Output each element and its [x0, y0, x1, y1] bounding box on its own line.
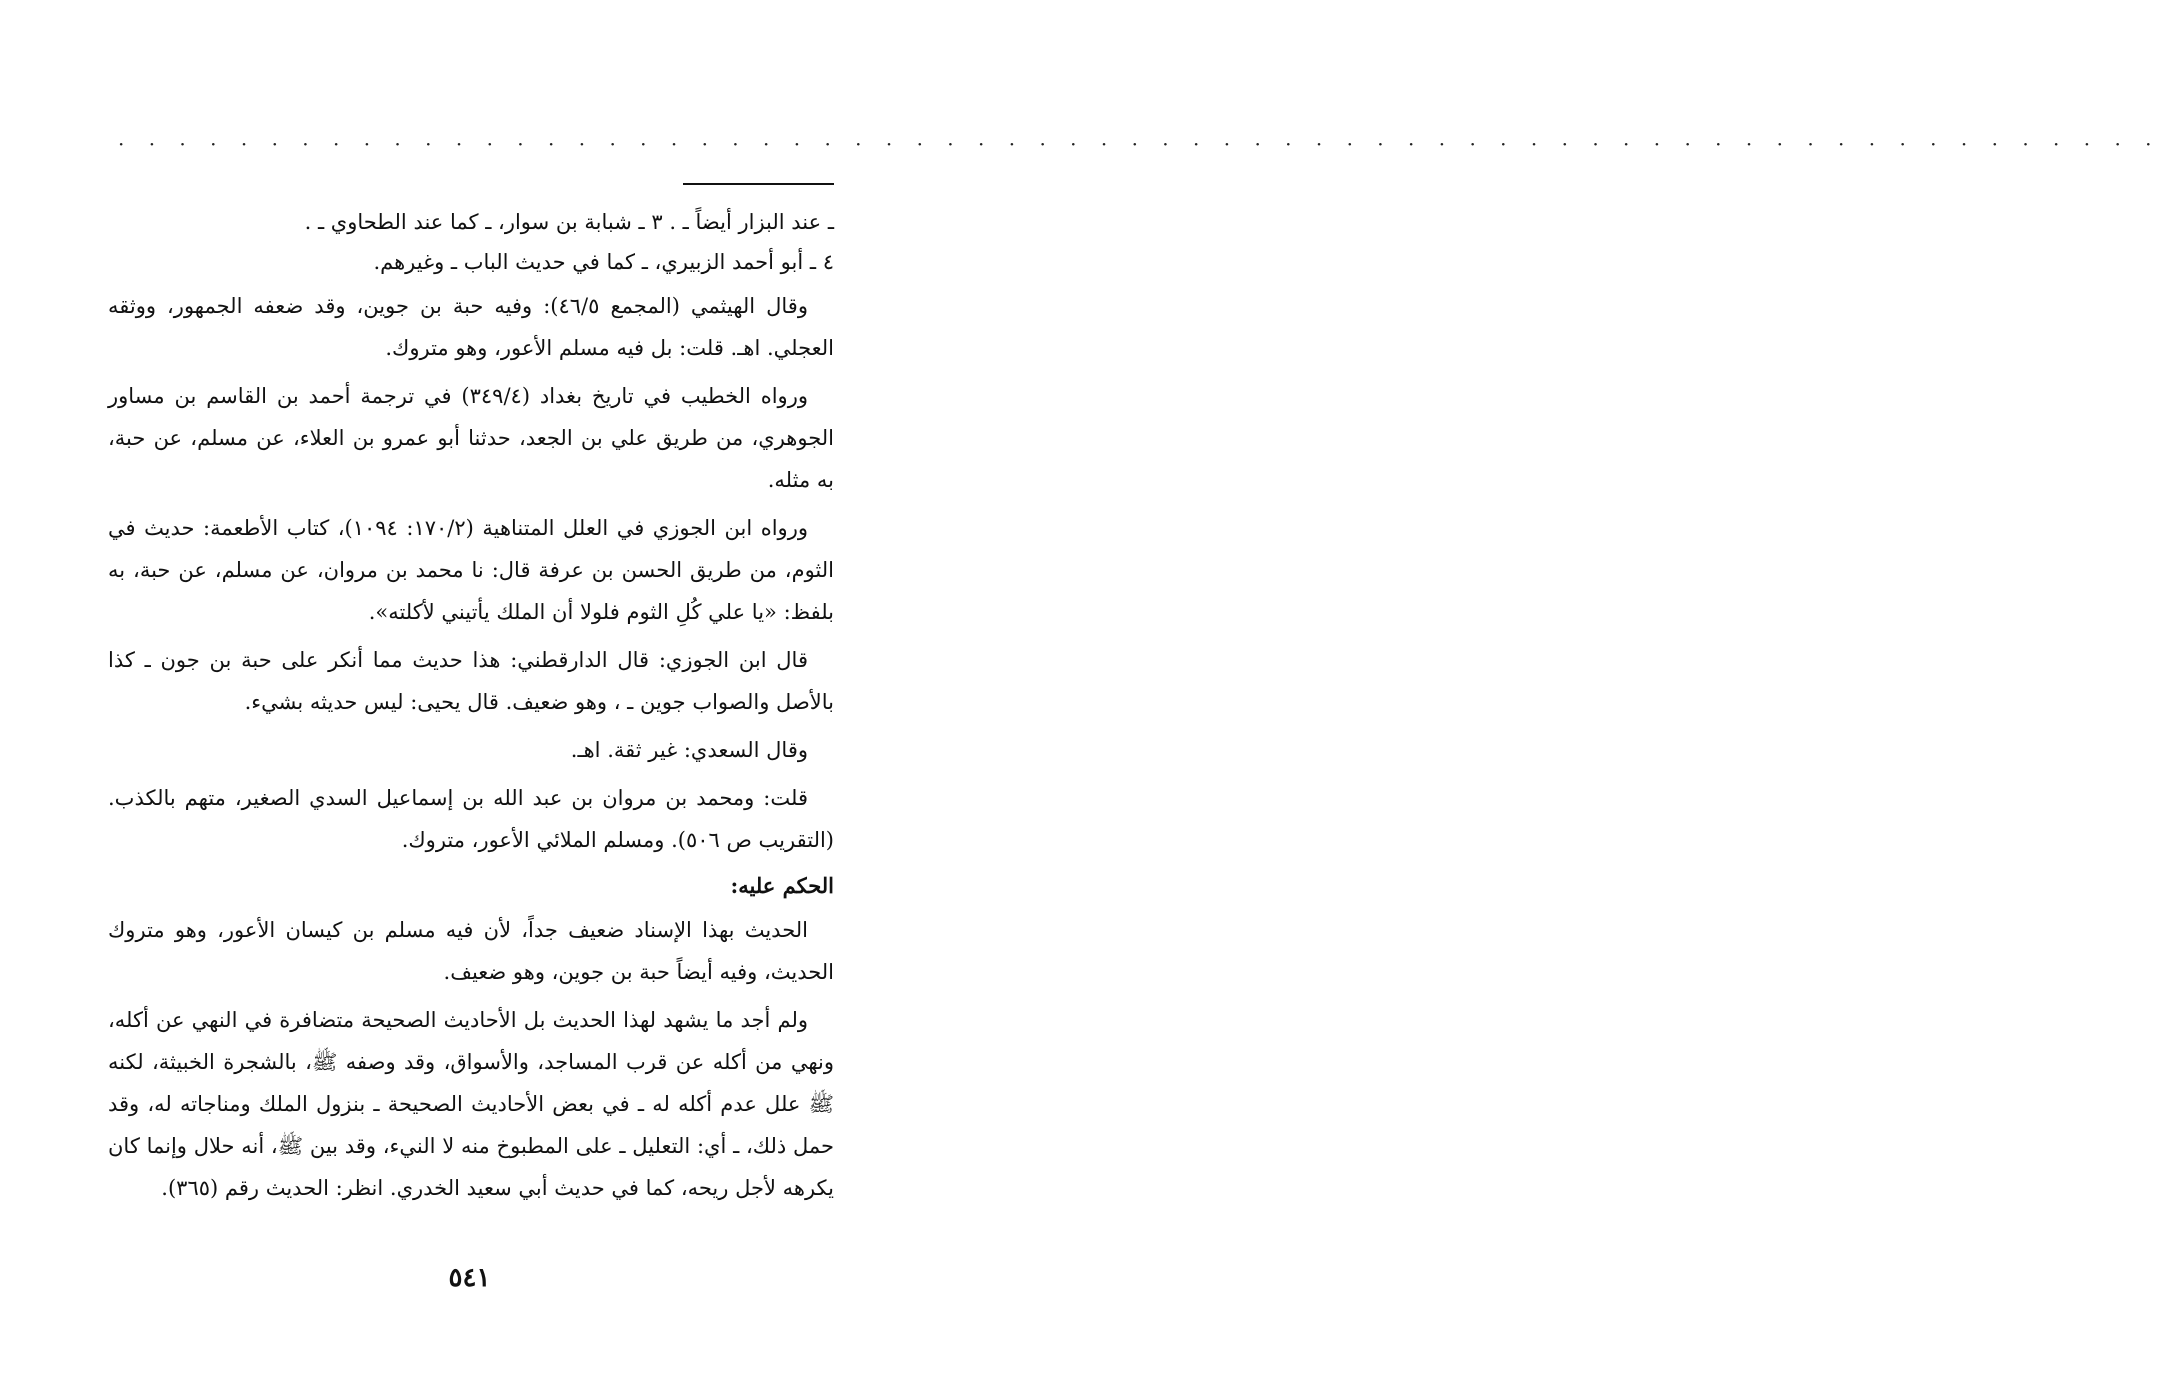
- paragraph-daraqutni: قال ابن الجوزي: قال الدارقطني: هذا حديث مما أنكر على حبة بن جون ـ كذا بالأصل والصواب جوين ـ ، وهو ضعيف. قال يحيى: ليس حديثه بشيء.: [108, 648, 834, 714]
- footnote-rule: [683, 183, 834, 185]
- paragraph-khatib: ورواه الخطيب في تاريخ بغداد (٣٤٩/٤) في ترجمة أحمد بن القاسم بن مساور الجوهري، من طريق علي بن الجعد، حدثنا أبو عمرو بن العلاء، عن مسلم، عن حبة، به مثله.: [108, 384, 834, 492]
- page-number: ٥٤١: [448, 1263, 491, 1293]
- paragraph-author-note: قلت: ومحمد بن مروان بن عبد الله بن إسماعيل السدي الصغير، متهم بالكذب. (التقريب ص ٥٠٦). ومسلم الملائي الأعور، متروك.: [108, 786, 834, 852]
- footnote-line: ـ عند البزار أيضاً ـ . ٣ ـ شبابة بن سوار، ـ كما عند الطحاوي ـ .: [304, 210, 834, 234]
- page-body: [108, 205, 834, 1215]
- footnote-separator-dots: · · · · · · · · · · · · · · · · · · · · · · · · · · · · · · · · · · · · · · · · · · · · · · · · · · · · · · · · · · · · · · · · · · ·: [118, 132, 2161, 156]
- section-heading-ruling: الحكم عليه:: [730, 873, 834, 898]
- footnote-line: ٤ ـ أبو أحمد الزبيري، ـ كما في حديث الباب ـ وغيرهم.: [373, 250, 834, 274]
- paragraph-haythami: وقال الهيثمي (المجمع ٤٦/٥): وفيه حبة بن جوين، وقد ضعفه الجمهور، ووثقه العجلي. اهـ. قلت: بل فيه مسلم الأعور، وهو متروك.: [108, 294, 834, 360]
- paragraph-saadi: وقال السعدي: غير ثقة. اهـ.: [570, 738, 808, 762]
- paragraph-ibn-jawzi-ilal: ورواه ابن الجوزي في العلل المتناهية (١٧٠/٢: ١٠٩٤)، كتاب الأطعمة: حديث في الثوم، من طريق الحسن بن عرفة قال: نا محمد بن مروان، عن مسلم، عن حبة، به بلفظ: «يا علي كُلِ الثوم فلولا أن الملك يأتيني لأكلته».: [108, 516, 834, 624]
- paragraph-ruling: الحديث بهذا الإسناد ضعيف جداً، لأن فيه مسلم بن كيسان الأعور، وهو متروك الحديث، وفيه أيضاً حبة بن جوين، وهو ضعيف.: [108, 918, 834, 984]
- paragraph-supporting-evidence: ولم أجد ما يشهد لهذا الحديث بل الأحاديث الصحيحة متضافرة في النهي عن أكله، ونهي من أكله عن قرب المساجد، والأسواق، وقد وصفه ﷺ، بالشجرة الخبيثة، لكنه ﷺ علل عدم أكله له ـ في بعض الأحاديث الصحيحة ـ بنزول الملك ومناجاته له، وقد حمل ذلك، ـ أي: التعليل ـ على المطبوخ منه لا النيء، وقد بين ﷺ، أنه حلال وإنما كان يكرهه لأجل ريحه، كما في حديث أبي سعيد الخدري. انظر: الحديث رقم (٣٦٥).: [108, 1008, 834, 1200]
